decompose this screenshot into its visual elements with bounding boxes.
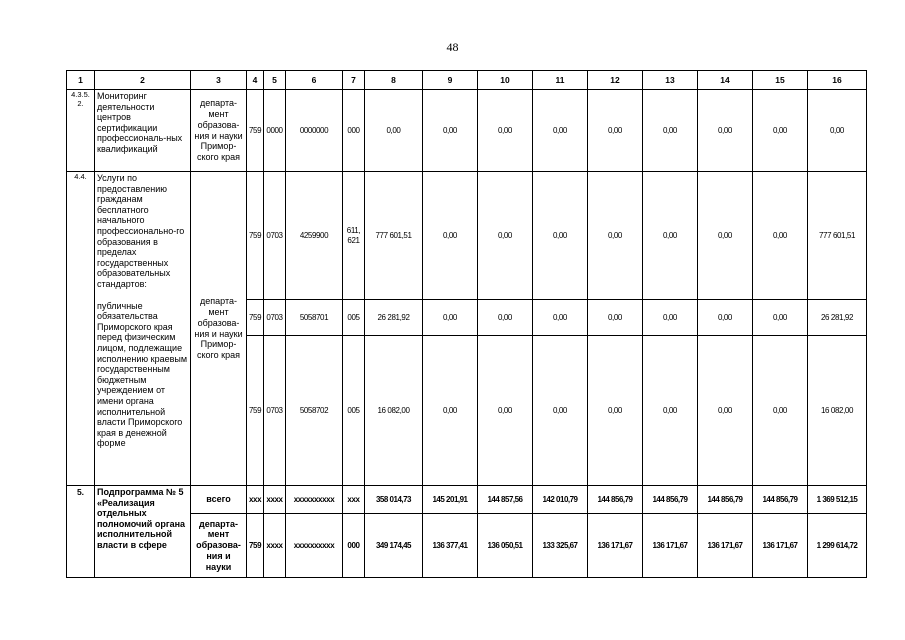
code-cell: xxxx — [264, 514, 286, 578]
code-cell: xxxxxxxxxx — [286, 514, 343, 578]
department: департа- мент образова- ния и науки Примор- ского края — [191, 172, 247, 486]
code-cell: 759 — [247, 172, 264, 300]
column-header: 10 — [478, 71, 533, 90]
code-cell: 759 — [247, 90, 264, 172]
value-cell: 0,00 — [423, 300, 478, 336]
column-header: 6 — [286, 71, 343, 90]
value-cell: 777 601,51 — [808, 172, 867, 300]
value-cell: 0,00 — [698, 90, 753, 172]
value-cell: 0,00 — [478, 336, 533, 486]
code-cell: 759 — [247, 514, 264, 578]
code-cell: 611, 621 — [343, 172, 365, 300]
value-cell: 145 201,91 — [423, 486, 478, 514]
value-cell: 144 856,79 — [753, 486, 808, 514]
code-cell: 0000000 — [286, 90, 343, 172]
code-cell: xxxxxxxxxx — [286, 486, 343, 514]
value-cell: 144 856,79 — [643, 486, 698, 514]
code-cell: 005 — [343, 300, 365, 336]
table-row — [67, 90, 867, 172]
value-cell: 0,00 — [753, 90, 808, 172]
column-header: 1 — [67, 71, 95, 90]
value-cell: 0,00 — [588, 300, 643, 336]
code-cell: 5058701 — [286, 300, 343, 336]
department: всего — [191, 486, 247, 514]
value-cell: 142 010,79 — [533, 486, 588, 514]
value-cell: 0,00 — [698, 172, 753, 300]
code-cell: 000 — [343, 90, 365, 172]
value-cell: 0,00 — [533, 172, 588, 300]
code-cell: 000 — [343, 514, 365, 578]
value-cell: 0,00 — [588, 336, 643, 486]
value-cell: 0,00 — [533, 336, 588, 486]
code-cell: 0703 — [264, 300, 286, 336]
value-cell: 26 281,92 — [365, 300, 423, 336]
row-name: Мониторинг деятельности центров сертификации профессиональ-ных квалификаций — [95, 90, 191, 172]
value-cell: 0,00 — [643, 90, 698, 172]
column-header: 12 — [588, 71, 643, 90]
table-row — [67, 300, 867, 336]
value-cell: 0,00 — [753, 172, 808, 300]
value-cell: 144 856,79 — [698, 486, 753, 514]
value-cell: 349 174,45 — [365, 514, 423, 578]
value-cell: 0,00 — [643, 336, 698, 486]
value-cell: 0,00 — [808, 90, 867, 172]
column-header: 11 — [533, 71, 588, 90]
value-cell: 0,00 — [533, 300, 588, 336]
row-number: 4.4. — [67, 172, 95, 486]
code-cell: 0000 — [264, 90, 286, 172]
column-header: 7 — [343, 71, 365, 90]
row-name: Услуги по предоставлению гражданам бесплатного начального профессионально-го образования в пределах государственных образовательных стандартов: — [95, 172, 191, 300]
code-cell: xxx — [247, 486, 264, 514]
value-cell: 1 369 512,15 — [808, 486, 867, 514]
column-header: 13 — [643, 71, 698, 90]
code-cell: 0703 — [264, 336, 286, 486]
row-name: публичные обязательства Приморского края перед физическим лицом, подлежащие исполнению краевым государственным бюджетным учреждением от имени органа исполнительной власти Приморского края в денежной форме — [95, 300, 191, 486]
row-name: Подпрограмма № 5 «Реализация отдельных полномочий органа исполнительной власти в сфере — [95, 486, 191, 578]
value-cell: 0,00 — [423, 90, 478, 172]
code-cell: 4259900 — [286, 172, 343, 300]
code-cell: 005 — [343, 336, 365, 486]
value-cell: 777 601,51 — [365, 172, 423, 300]
value-cell: 136 171,67 — [588, 514, 643, 578]
value-cell: 136 171,67 — [698, 514, 753, 578]
code-cell: xxx — [343, 486, 365, 514]
code-cell: 0703 — [264, 172, 286, 300]
column-header: 4 — [247, 71, 264, 90]
value-cell: 26 281,92 — [808, 300, 867, 336]
value-cell: 136 377,41 — [423, 514, 478, 578]
row-number: 4.3.5. 2. — [67, 90, 95, 172]
value-cell: 16 082,00 — [808, 336, 867, 486]
code-cell: 5058702 — [286, 336, 343, 486]
value-cell: 1 299 614,72 — [808, 514, 867, 578]
value-cell: 0,00 — [478, 90, 533, 172]
column-header: 16 — [808, 71, 867, 90]
value-cell: 0,00 — [478, 300, 533, 336]
value-cell: 0,00 — [753, 300, 808, 336]
row-number: 5. — [67, 486, 95, 578]
value-cell: 0,00 — [643, 172, 698, 300]
page-number: 48 — [446, 40, 459, 54]
value-cell: 358 014,73 — [365, 486, 423, 514]
value-cell: 16 082,00 — [365, 336, 423, 486]
value-cell: 0,00 — [643, 300, 698, 336]
value-cell: 0,00 — [478, 172, 533, 300]
value-cell: 0,00 — [588, 172, 643, 300]
value-cell: 0,00 — [533, 90, 588, 172]
value-cell: 0,00 — [423, 172, 478, 300]
column-header: 3 — [191, 71, 247, 90]
code-cell: xxxx — [264, 486, 286, 514]
department: департа- мент образова- ния и науки Примор- ского края — [191, 90, 247, 172]
table-row — [67, 172, 867, 300]
value-cell: 144 856,79 — [588, 486, 643, 514]
table-row — [67, 486, 867, 514]
value-cell: 0,00 — [753, 336, 808, 486]
column-header: 15 — [753, 71, 808, 90]
department: департа- мент образова- ния и науки — [191, 514, 247, 578]
value-cell: 144 857,56 — [478, 486, 533, 514]
column-header: 5 — [264, 71, 286, 90]
column-header: 2 — [95, 71, 191, 90]
value-cell: 0,00 — [588, 90, 643, 172]
value-cell: 0,00 — [365, 90, 423, 172]
column-header: 9 — [423, 71, 478, 90]
value-cell: 0,00 — [698, 336, 753, 486]
budget-table — [66, 70, 867, 578]
column-header: 8 — [365, 71, 423, 90]
code-cell: 759 — [247, 336, 264, 486]
header-row — [67, 71, 867, 90]
value-cell: 136 171,67 — [643, 514, 698, 578]
code-cell: 759 — [247, 300, 264, 336]
value-cell: 0,00 — [698, 300, 753, 336]
value-cell: 136 171,67 — [753, 514, 808, 578]
value-cell: 136 050,51 — [478, 514, 533, 578]
value-cell: 133 325,67 — [533, 514, 588, 578]
column-header: 14 — [698, 71, 753, 90]
value-cell: 0,00 — [423, 336, 478, 486]
